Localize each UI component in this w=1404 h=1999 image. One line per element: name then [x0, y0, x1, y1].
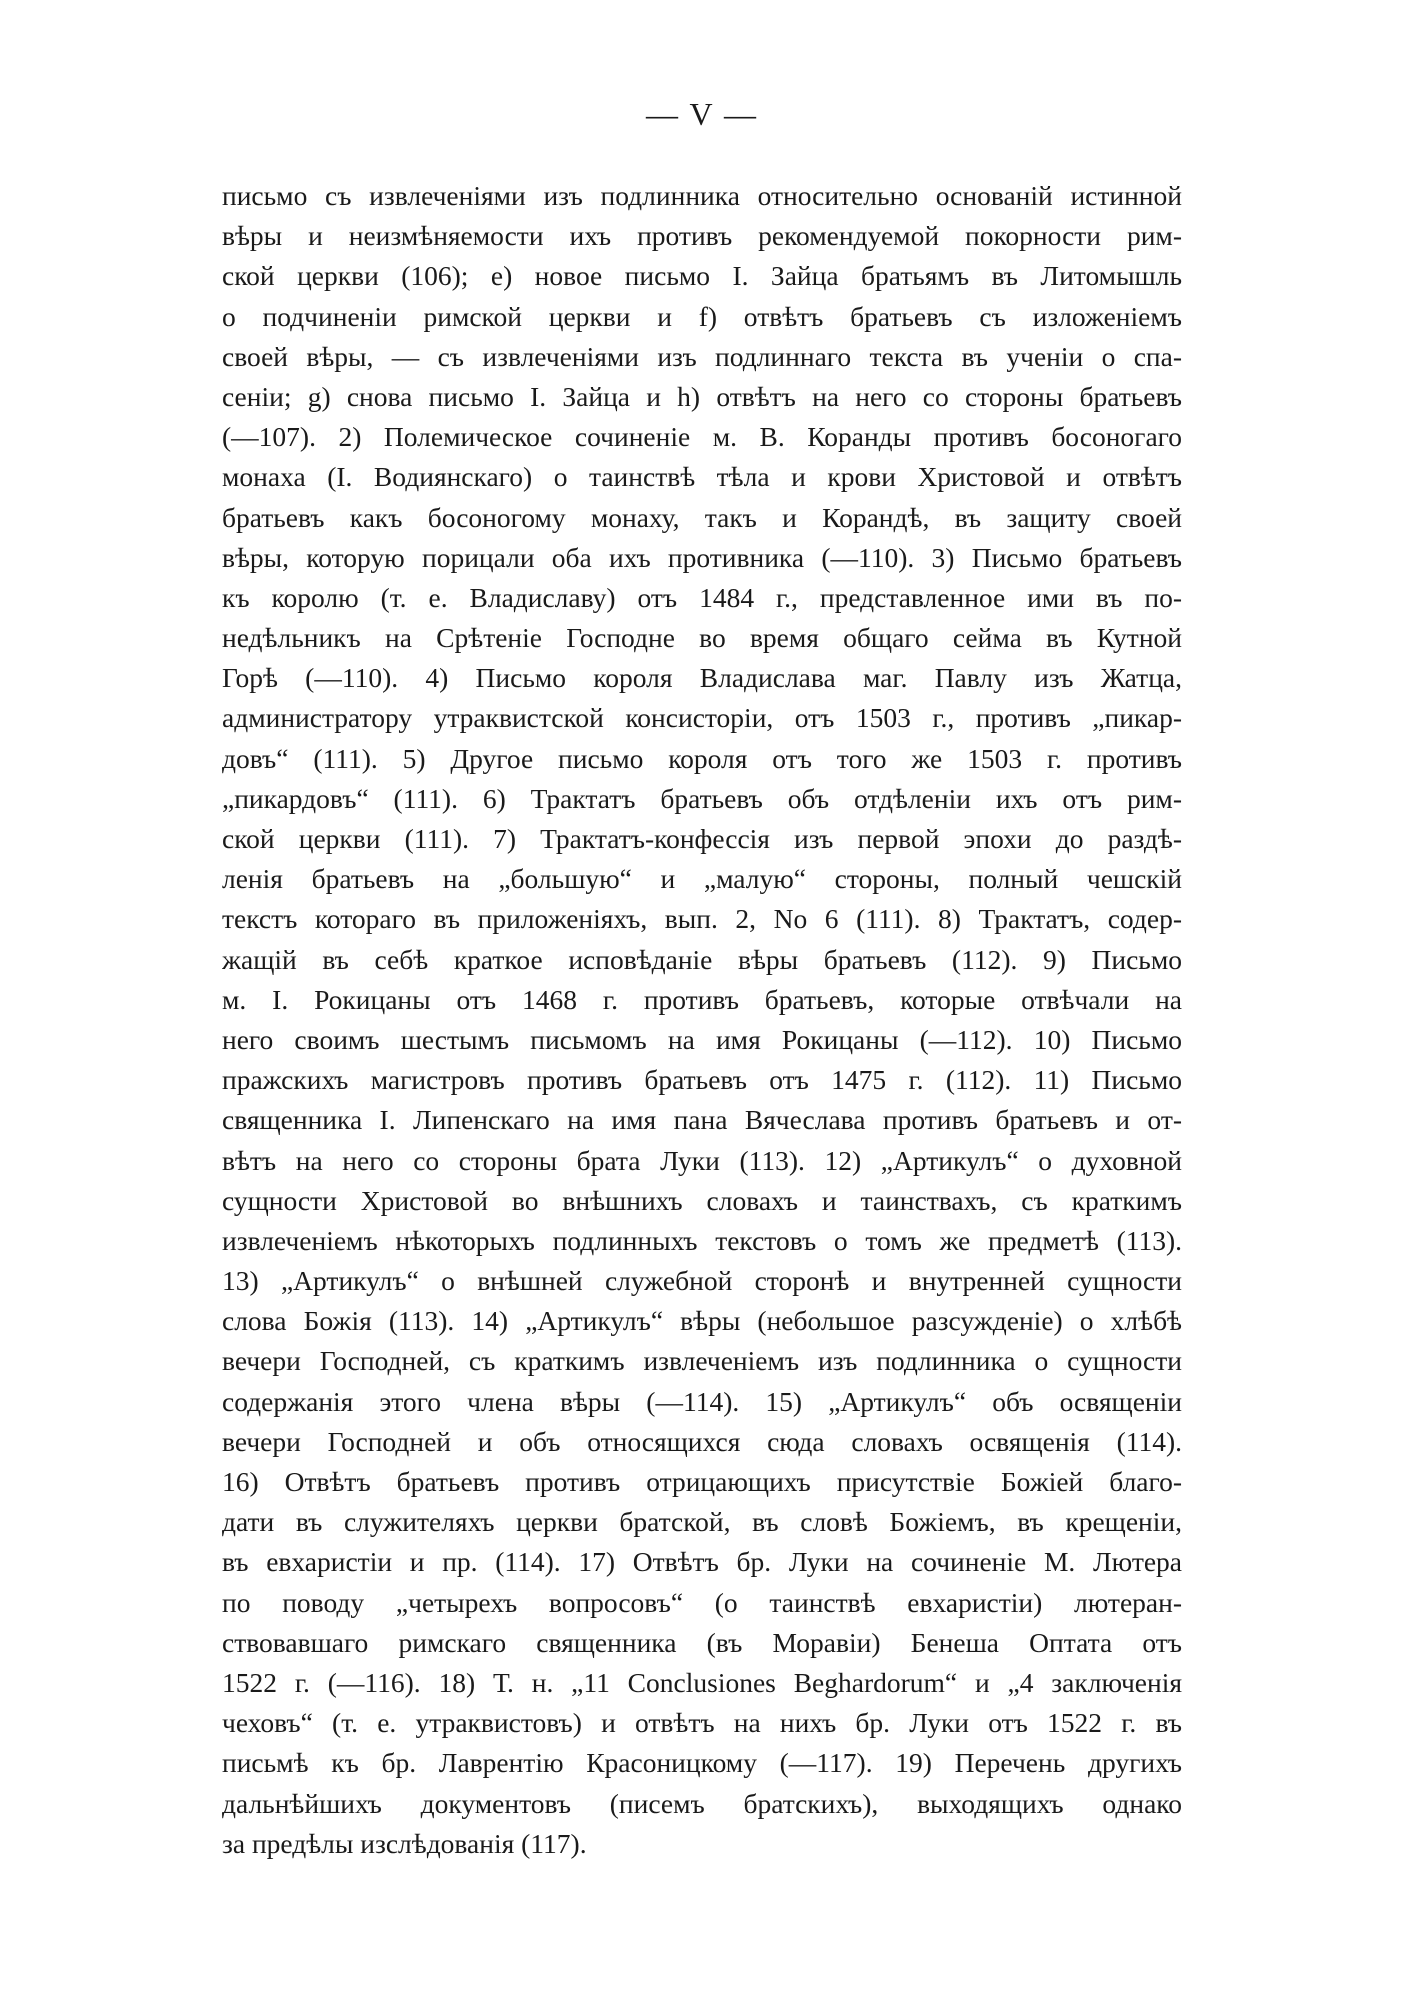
text-line: сеніи; g) снова письмо І. Зайца и h) отвѣтъ на него со стороны братьевъ: [222, 380, 1182, 412]
text-line: вѣры и неизмѣняемости ихъ противъ рекомендуемой покорности рим-: [222, 220, 1182, 252]
text-line: въ евхаристіи и пр. (114). 17) Отвѣтъ бр. Луки на сочиненіе М. Лютера: [222, 1546, 1182, 1578]
text-line: „пикардовъ“ (111). 6) Трактатъ братьевъ объ отдѣленіи ихъ отъ рим-: [222, 782, 1182, 814]
text-line: пражскихъ магистровъ противъ братьевъ отъ 1475 г. (112). 11) Письмо: [222, 1064, 1182, 1096]
text-line: вечери Господней и объ относящихся сюда словахъ освященія (114).: [222, 1425, 1182, 1457]
text-line: письмо съ извлеченіями изъ подлинника относительно основаній истинной: [222, 180, 1182, 211]
text-line: вѣры, которую порицали оба ихъ противника (—110). 3) Письмо братьевъ: [222, 541, 1182, 573]
text-line: 13) „Артикулъ“ о внѣшней служебной сторонѣ и внутренней сущности: [222, 1265, 1182, 1297]
text-line: своей вѣры, — съ извлеченіями изъ подлиннаго текста въ ученіи о спа-: [222, 340, 1182, 372]
text-line: ленія братьевъ на „большую“ и „малую“ стороны, полный чешскій: [222, 863, 1182, 895]
text-line: дальнѣйшихъ документовъ (писемъ братскихъ), выходящихъ однако: [222, 1787, 1182, 1819]
text-line: ской церкви (106); е) новое письмо І. Зайца братьямъ въ Литомышль: [222, 260, 1182, 292]
text-line: священника І. Липенскаго на имя пана Вячеслава противъ братьевъ и от-: [222, 1104, 1182, 1136]
text-line: администратору утраквистской консисторіи, отъ 1503 г., противъ „пикар-: [222, 702, 1182, 734]
text-line: 1522 г. (—116). 18) Т. н. „11 Conclusiones Beghardorum“ и „4 заключенія: [222, 1666, 1182, 1698]
text-line: слова Божія (113). 14) „Артикулъ“ вѣры (небольшое разсужденіе) о хлѣбѣ: [222, 1305, 1182, 1337]
text-line: за предѣлы изслѣдованія (117).: [222, 1827, 587, 1859]
text-line: ской церкви (111). 7) Трактатъ-конфессія изъ первой эпохи до раздѣ-: [222, 823, 1182, 854]
text-line: извлеченіемъ нѣкоторыхъ подлинныхъ текстовъ о томъ же предметѣ (113).: [222, 1224, 1182, 1256]
body-text: [222, 176, 1182, 1864]
text-line: вѣтъ на него со стороны брата Луки (113). 12) „Артикулъ“ о духовной: [222, 1144, 1182, 1176]
text-line: дати въ служителяхъ церкви братской, въ словѣ Божіемъ, въ крещеніи,: [222, 1506, 1182, 1538]
text-line: къ королю (т. е. Владиславу) отъ 1484 г., представленное ими въ по-: [222, 581, 1182, 613]
text-line: недѣльникъ на Срѣтеніе Господне во время общаго сейма въ Кутной: [222, 622, 1182, 654]
text-line: текстъ котораго въ приложеніяхъ, вып. 2, No 6 (111). 8) Трактатъ, содер-: [222, 903, 1182, 935]
text-line: сущности Христовой во внѣшнихъ словахъ и таинствахъ, съ краткимъ: [222, 1184, 1182, 1216]
text-line: по поводу „четырехъ вопросовъ“ (о таинствѣ евхаристіи) лютеран-: [222, 1586, 1182, 1618]
text-line: довъ“ (111). 5) Другое письмо короля отъ того же 1503 г. противъ: [222, 742, 1182, 774]
text-line: братьевъ какъ босоногому монаху, такъ и Корандѣ, въ защиту своей: [222, 501, 1182, 533]
text-line: содержанія этого члена вѣры (—114). 15) „Артикулъ“ объ освященіи: [222, 1385, 1182, 1417]
text-line: Горѣ (—110). 4) Письмо короля Владислава маг. Павлу изъ Жатца,: [222, 662, 1182, 694]
text-line: ствовавшаго римскаго священника (въ Моравіи) Бенеша Оптата отъ: [222, 1626, 1182, 1658]
text-line: 16) Отвѣтъ братьевъ противъ отрицающихъ присутствіе Божіей благо-: [222, 1466, 1182, 1497]
text-line: него своимъ шестымъ письмомъ на имя Рокицаны (—112). 10) Письмо: [222, 1023, 1182, 1055]
text-line: жащій въ себѣ краткое исповѣданіе вѣры братьевъ (112). 9) Письмо: [222, 943, 1182, 975]
text-line: чеховъ“ (т. е. утраквистовъ) и отвѣтъ на нихъ бр. Луки отъ 1522 г. въ: [222, 1707, 1182, 1739]
text-line: о подчиненіи римской церкви и f) отвѣтъ братьевъ съ изложеніемъ: [222, 300, 1182, 332]
text-line: м. І. Рокицаны отъ 1468 г. противъ братьевъ, которые отвѣчали на: [222, 983, 1182, 1015]
text-line: письмѣ къ бр. Лаврентію Красоницкому (—117). 19) Перечень другихъ: [222, 1747, 1182, 1779]
page-number: — V —: [646, 96, 758, 132]
text-line: (—107). 2) Полемическое сочиненіе м. В. Коранды противъ босоногаго: [222, 421, 1182, 453]
text-line: вечери Господней, съ краткимъ извлеченіемъ изъ подлинника о сущности: [222, 1345, 1182, 1377]
text-line: монаха (І. Водиянскаго) о таинствѣ тѣла и крови Христовой и отвѣтъ: [222, 461, 1182, 493]
